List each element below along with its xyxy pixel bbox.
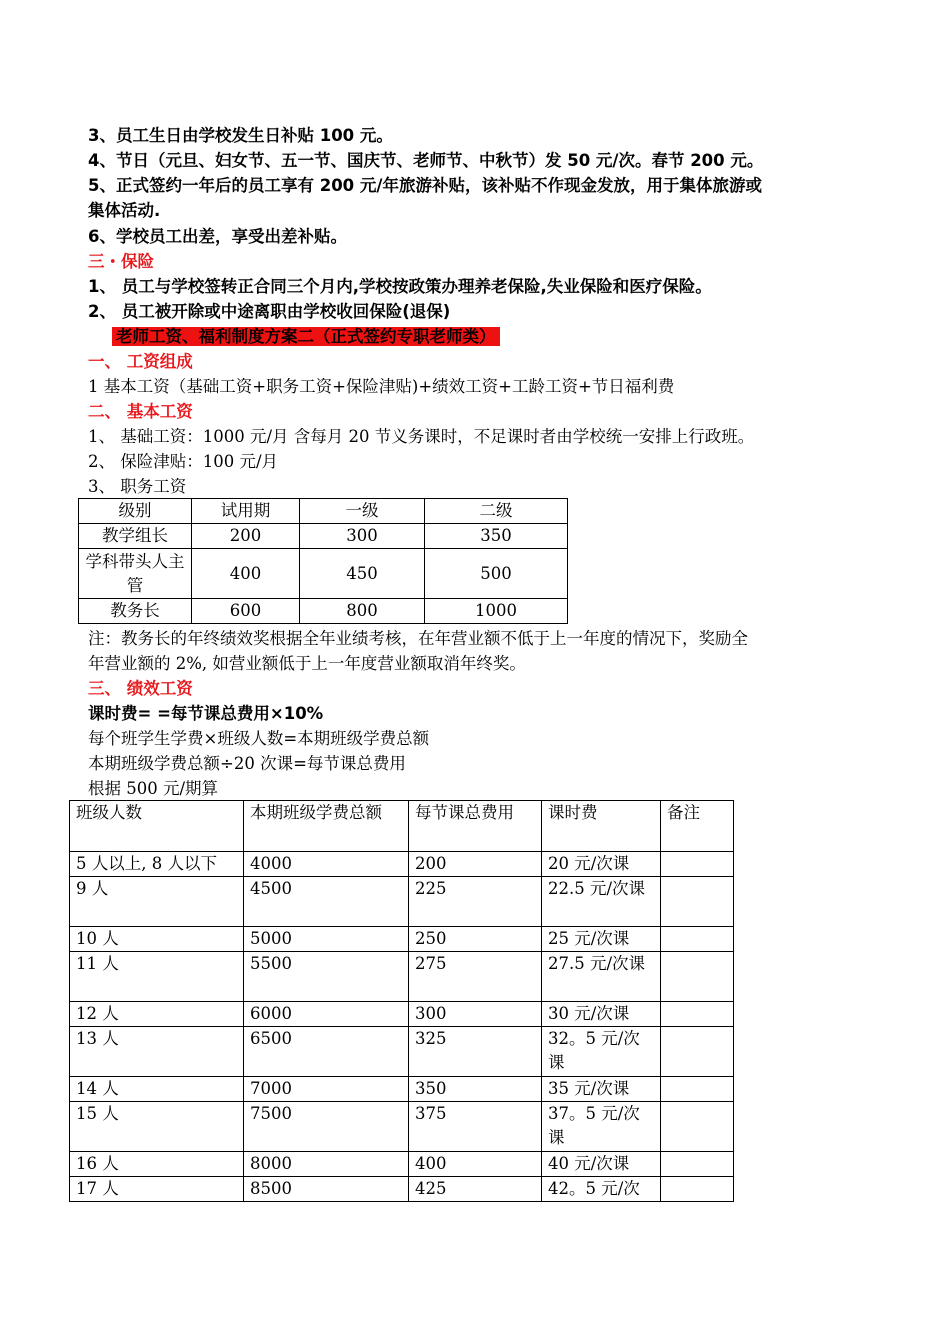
table-cell: 350	[425, 524, 568, 549]
table-row	[79, 549, 568, 599]
table-cell: 350	[409, 1077, 542, 1102]
welfare-item-5-line2: 集体活动.	[88, 201, 161, 220]
insurance-item-2: 2、 员工被开除或中途离职由学校收回保险(退保)	[88, 302, 451, 321]
table-cell: 450	[300, 549, 425, 599]
table-cell: 8500	[244, 1177, 409, 1202]
table-cell: 8000	[244, 1152, 409, 1177]
table-cell: 教学组长	[79, 524, 192, 549]
table-cell: 4500	[244, 877, 409, 927]
fee-table-header: 备注	[661, 801, 734, 852]
fee-explanation-2: 本期班级学费总额÷20 次课=每节课总费用	[88, 754, 406, 773]
table-cell: 42。5 元/次	[542, 1177, 661, 1202]
table-cell: 225	[409, 877, 542, 927]
table-cell: 32。5 元/次课	[542, 1027, 661, 1077]
welfare-item-6: 6、学校员工出差，享受出差补贴。	[88, 227, 347, 246]
section3-heading: 三、 绩效工资	[88, 679, 193, 698]
table-row	[79, 524, 568, 549]
fee-table-header: 本期班级学费总额	[244, 801, 409, 852]
duty-table-header: 试用期	[192, 499, 300, 524]
table-cell: 400	[192, 549, 300, 599]
table-cell: 11 人	[70, 952, 244, 1002]
duty-table-header: 一级	[300, 499, 425, 524]
class-fee-table	[69, 800, 734, 1202]
table-cell	[661, 927, 734, 952]
table-cell: 25 元/次课	[542, 927, 661, 952]
insurance-heading: 三・保险	[88, 252, 154, 271]
table-cell	[661, 1152, 734, 1177]
table-cell: 1000	[425, 599, 568, 624]
table-cell: 600	[192, 599, 300, 624]
table-cell: 7500	[244, 1102, 409, 1152]
plan-title-text: 老师工资、福利制度方案二（正式签约专职老师类）	[112, 327, 500, 346]
table-cell: 300	[409, 1002, 542, 1027]
table-row	[70, 852, 734, 877]
fee-explanation-3: 根据 500 元/期算	[88, 779, 219, 798]
table-cell: 6500	[244, 1027, 409, 1077]
note-line-2: 年营业额的 2%, 如营业额低于上一年度营业额取消年终奖。	[88, 654, 526, 673]
table-cell	[661, 1077, 734, 1102]
table-cell: 5500	[244, 952, 409, 1002]
fee-explanation-1: 每个班学生学费×班级人数=本期班级学费总额	[88, 729, 430, 748]
table-cell: 200	[192, 524, 300, 549]
table-cell: 22.5 元/次课	[542, 877, 661, 927]
table-row	[70, 1002, 734, 1027]
table-cell	[661, 1027, 734, 1077]
duty-salary-table	[78, 498, 568, 624]
table-row	[79, 599, 568, 624]
fee-table-header: 班级人数	[70, 801, 244, 852]
plan-title	[112, 325, 500, 349]
table-cell: 400	[409, 1152, 542, 1177]
section1-heading: 一、 工资组成	[88, 352, 193, 371]
table-cell: 16 人	[70, 1152, 244, 1177]
table-cell: 37。5 元/次课	[542, 1102, 661, 1152]
table-cell: 35 元/次课	[542, 1077, 661, 1102]
welfare-item-3: 3、员工生日由学校发生日补贴 100 元。	[88, 126, 393, 145]
table-cell	[661, 1177, 734, 1202]
fee-formula: 课时费= =每节课总费用×10%	[88, 704, 324, 723]
section2-heading: 二、 基本工资	[88, 402, 193, 421]
table-cell: 15 人	[70, 1102, 244, 1152]
table-row	[70, 952, 734, 1002]
table-cell: 17 人	[70, 1177, 244, 1202]
table-cell: 4000	[244, 852, 409, 877]
section2-item-3: 3、 职务工资	[88, 477, 187, 496]
duty-table-header-row	[79, 499, 568, 524]
table-cell: 14 人	[70, 1077, 244, 1102]
section2-item-2: 2、 保险津贴：100 元/月	[88, 452, 279, 471]
insurance-item-1: 1、 员工与学校签转正合同三个月内,学校按政策办理养老保险,失业保险和医疗保险。	[88, 277, 712, 296]
table-cell: 5000	[244, 927, 409, 952]
duty-table-header: 级别	[79, 499, 192, 524]
table-cell: 20 元/次课	[542, 852, 661, 877]
table-cell: 40 元/次课	[542, 1152, 661, 1177]
table-cell: 30 元/次课	[542, 1002, 661, 1027]
table-cell: 27.5 元/次课	[542, 952, 661, 1002]
table-cell	[661, 952, 734, 1002]
fee-table-header: 每节课总费用	[409, 801, 542, 852]
table-cell: 12 人	[70, 1002, 244, 1027]
table-row	[70, 877, 734, 927]
table-cell: 9 人	[70, 877, 244, 927]
table-cell: 10 人	[70, 927, 244, 952]
table-row	[70, 927, 734, 952]
table-cell: 800	[300, 599, 425, 624]
table-cell: 7000	[244, 1077, 409, 1102]
table-cell	[661, 1102, 734, 1152]
table-row	[70, 1152, 734, 1177]
note-line-1: 注：教务长的年终绩效奖根据全年业绩考核，在年营业额不低于上一年度的情况下，奖励全	[88, 629, 748, 648]
table-cell	[661, 877, 734, 927]
table-cell	[661, 1002, 734, 1027]
fee-table-header-row	[70, 801, 734, 852]
welfare-item-4: 4、节日（元旦、妇女节、五一节、国庆节、老师节、中秋节）发 50 元/次。春节 200 元。	[88, 151, 764, 170]
table-cell	[661, 852, 734, 877]
table-cell: 13 人	[70, 1027, 244, 1077]
table-cell: 学科带头人主管	[79, 549, 192, 599]
table-cell: 500	[425, 549, 568, 599]
table-cell: 275	[409, 952, 542, 1002]
table-cell: 325	[409, 1027, 542, 1077]
table-cell: 250	[409, 927, 542, 952]
table-row	[70, 1102, 734, 1152]
welfare-item-5-line1: 5、正式签约一年后的员工享有 200 元/年旅游补贴，该补贴不作现金发放，用于集体旅游或	[88, 176, 762, 195]
table-cell: 6000	[244, 1002, 409, 1027]
table-cell: 5 人以上, 8 人以下	[70, 852, 244, 877]
table-cell: 300	[300, 524, 425, 549]
fee-table-header: 课时费	[542, 801, 661, 852]
table-cell: 教务长	[79, 599, 192, 624]
table-cell: 425	[409, 1177, 542, 1202]
table-cell: 200	[409, 852, 542, 877]
table-row	[70, 1177, 734, 1202]
section1-text: 1 基本工资（基础工资+职务工资+保险津贴)+绩效工资+工龄工资+节日福利费	[88, 377, 675, 396]
section2-item-1: 1、 基础工资：1000 元/月 含每月 20 节义务课时，不足课时者由学校统一安排上行政班。	[88, 427, 755, 446]
table-cell: 375	[409, 1102, 542, 1152]
duty-table-header: 二级	[425, 499, 568, 524]
table-row	[70, 1077, 734, 1102]
table-row	[70, 1027, 734, 1077]
